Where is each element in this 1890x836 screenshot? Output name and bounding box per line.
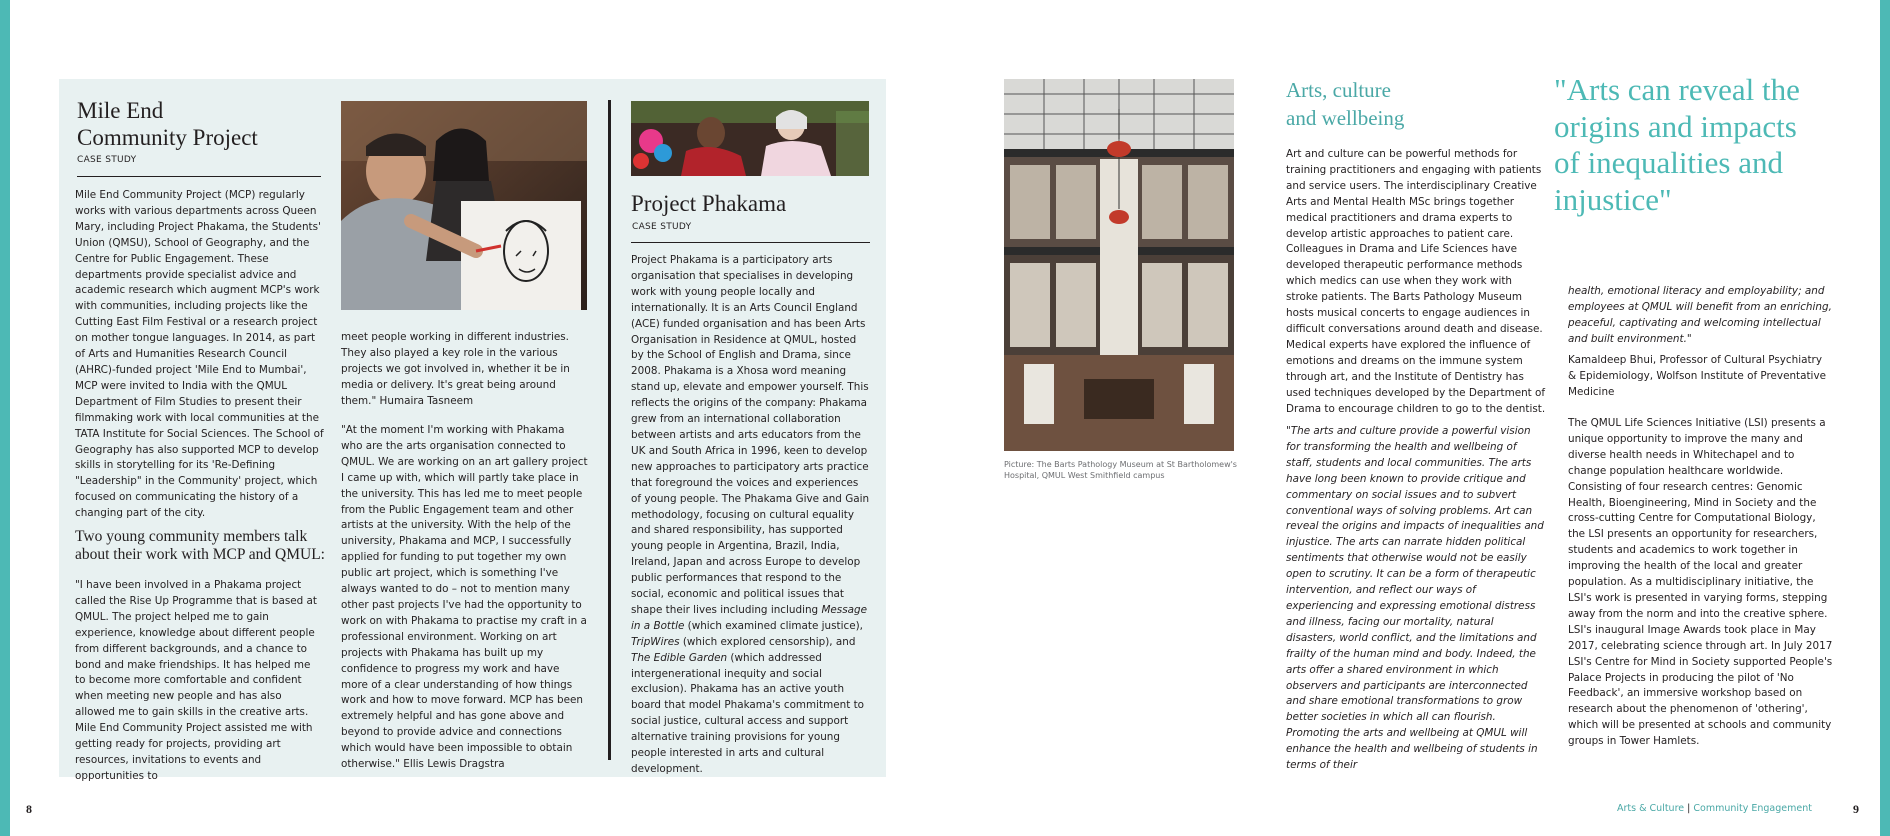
humaira-quote: "I have been involved in a Phakama project called the Rise Up Programme that is based at QMUL. The project helped me to gain experience, knowledge about different people from different backgrounds, and a chance to bond and make friendships. It has helped me to become more comfortable and confident when meeting new people and has also allowed me to gain skills in the creative arts. Mile End Community Project assisted me with getting ready for projects, providing art resources, invitations to events and opportunities to [75, 579, 317, 782]
page-number-right: 9 [1853, 802, 1859, 816]
ellis-quote: "At the moment I'm working with Phakama who are the arts organisation connected to QMUL. We are working on an art gallery project I came up with, which will partly take place in the university. This has led me to meet people from the Public Engagement team and other artists at the university. With the help of the university, Phakama and MCP, I successfully applied for funding to put together my own public art project, which is something I've always wanted to do – not to mention many other past projects I've had the opportunity to work on with Phakama to practise my craft in a professional environment. Working on art projects with Phakama has built up my confidence to progress my work and have more of a clear understanding of how things work and how to move forward. MCP has been extremely helpful and has gone above and beyond to provide advice and connections which would have been impossible to obtain otherwise." Ellis Lewis Dragstra [341, 424, 588, 771]
mile-end-paragraph: Mile End Community Project (MCP) regularly works with various departments across Queen Mary, including Project Phakama, the Students' Union (QMSU), School of Geography, and the Centre for Public Engagement. These departments provide specialist advice and academic research which augment MCP's work with communities, including projects like the Cutting East Film Festival or a research project on mother tongue languages. In 2014, as part of Arts and Humanities Research Council (AHRC)-funded project 'Mile End to Mumbai', MCP were invited to India with the QMUL Department of Film Studies to present their filmmaking work with local communities at the TATA Institute for Social Sciences. The School of Geography has also supported MCP to develop skills in storytelling for its 'Re-Defining "Leadership" in the Community' project, which focused on communicating the history of a changing part of the city. [75, 189, 324, 520]
lsi-paragraph: The QMUL Life Sciences Initiative (LSI) presents a unique opportunity to improve the many and diverse health needs in Whitechapel and to change population healthcare worldwide. Consisting of four research centres: Genomic Health, Bioengineering, Mind in Society and the cross-cutting Centre for Computational Biology, the LSI presents an opportunity for researchers, students and academics to work together in improving the health of the local and greater population. As a multidisciplinary initiative, the LSI's work is presented in varying forms, stepping away from the norm and into the creative sphere. LSI's inaugural Image Awards took place in May 2017, celebrating science through art. In July 2017 LSI's Centre for Mind in Society supported People's Palace Projects in producing the pilot of 'No Feedback', an immersive workshop based on research about the phenomenon of 'othering', which will be presented at schools and community groups in Tower Hamlets. [1568, 417, 1833, 748]
humaira-quote-continued: meet people working in different industries. They also played a key role in the various projects we got involved in, whether it be in media or delivery. It's great being around them." Humaira Tasneem [341, 331, 570, 407]
footer-section-label: Arts & Culture | Community Engagement [1617, 803, 1812, 814]
column-divider [608, 100, 611, 760]
drawing-workshop-photo [341, 101, 587, 310]
pathology-museum-photo [1004, 79, 1234, 451]
arts-culture-paragraph: Art and culture can be powerful methods for training practitioners and engaging with patients and service users. The interdisciplinary Creative Arts and Mental Health MSc brings together medical practitioners and drama experts to develop artistic approaches to patient care. Colleagues in Drama and Life Sciences have developed therapeutic performance methods which medics can use when they work with stroke patients. The Barts Pathology Museum hosts musical concerts to engage audiences in difficult conversations around death and disease. Medical experts have explored the influence of emotions and dreams on the immune system through art, and the Institute of Dentistry has used techniques developed by the Department of Drama to encourage children to go to the dentist. [1286, 148, 1546, 415]
community-members-subhead: Two young community members talk about their work with MCP and QMUL: [75, 528, 325, 563]
photo-caption: Picture: The Barts Pathology Museum at St Bartholomew's Hospital, QMUL West Smithfield campus [1004, 460, 1237, 480]
phakama-title: Project Phakama [631, 191, 787, 216]
phakama-paragraph: Project Phakama is a participatory arts organisation that specialises in developing work with young people locally and internationally. It is an Arts Council England (ACE) funded organisation and has been Arts Organisation in Residence at QMUL, hosted by the School of English and Drama, since 2008. Phakama is a Xhosa word meaning stand up, elevate and empower yourself. This reflects the origins of the company: Phakama grew from an international collaboration between artists and arts educators from the UK and South Africa in 1996, keen to develop new approaches to participatory arts practice that foreground the voices and experiences of young people. The Phakama Give and Gain methodology, focusing on cultural equality and shared responsibility, has supported young people in Argentina, Brazil, India, Ireland, Japan and across Europe to develop public performances that respond to the social, economic and political issues that shape their lives including including Message in a Bottle (which examined climate justice), TripWires (which explored censorship), and The Edible Garden (which addressed intergenerational inequity and social exclusion). Phakama has an active youth board that model Phakama's commitment to social justice, cultural access and support alternative training provisions for young people interested in arts and cultural development. [631, 254, 870, 775]
arts-culture-heading: Arts, culture and wellbeing [1286, 78, 1405, 130]
page-number-left: 8 [26, 802, 32, 816]
mile-end-tag: CASE STUDY [77, 155, 137, 165]
left-edge-bar [0, 0, 10, 836]
edible-garden: The Edible Garden [631, 651, 728, 664]
mile-end-rule [77, 176, 321, 177]
bhui-quote-continued: health, emotional literacy and employability; and employees at QMUL will benefit from an enriching, peaceful, captivating and welcoming intellectual and built environment." [1568, 285, 1832, 345]
mile-end-title: Mile End Community Project [77, 98, 258, 150]
phakama-rule [631, 242, 870, 243]
message-in-a-bottle: Message in a Bottle [631, 603, 867, 632]
phakama-tag: CASE STUDY [632, 222, 692, 232]
pull-quote: "Arts can reveal the origins and impacts of inequalities and injustice" [1554, 72, 1800, 217]
tripwires: TripWires [631, 635, 680, 648]
right-edge-bar [1880, 0, 1890, 836]
quote-attribution: Kamaldeep Bhui, Professor of Cultural Psychiatry & Epidemiology, Wolfson Institute of Preventative Medicine [1568, 354, 1826, 398]
phakama-photo [631, 101, 869, 176]
bhui-quote: "The arts and culture provide a powerful vision for transforming the health and wellbeing of staff, students and local communities. The arts have long been known to provide critique and commentary on social issues and to subvert conventional ways of solving problems. Art can reveal the origins and impacts of inequalities and injustice. The arts can narrate hidden political sentiments that otherwise would not be easily open to scrutiny. It can be a form of therapeutic intervention, and reflect our ways of experiencing and expressing emotional distress and illness, facing our mortality, natural disasters, world conflict, and the limitations and frailty of the human mind and body. Indeed, the arts offer a shared environment in which observers and participants are interconnected and share emotional transformations to grow better societies in which all can flourish. Promoting the arts and wellbeing at QMUL will enhance the health and wellbeing of students in terms of their [1286, 425, 1544, 772]
